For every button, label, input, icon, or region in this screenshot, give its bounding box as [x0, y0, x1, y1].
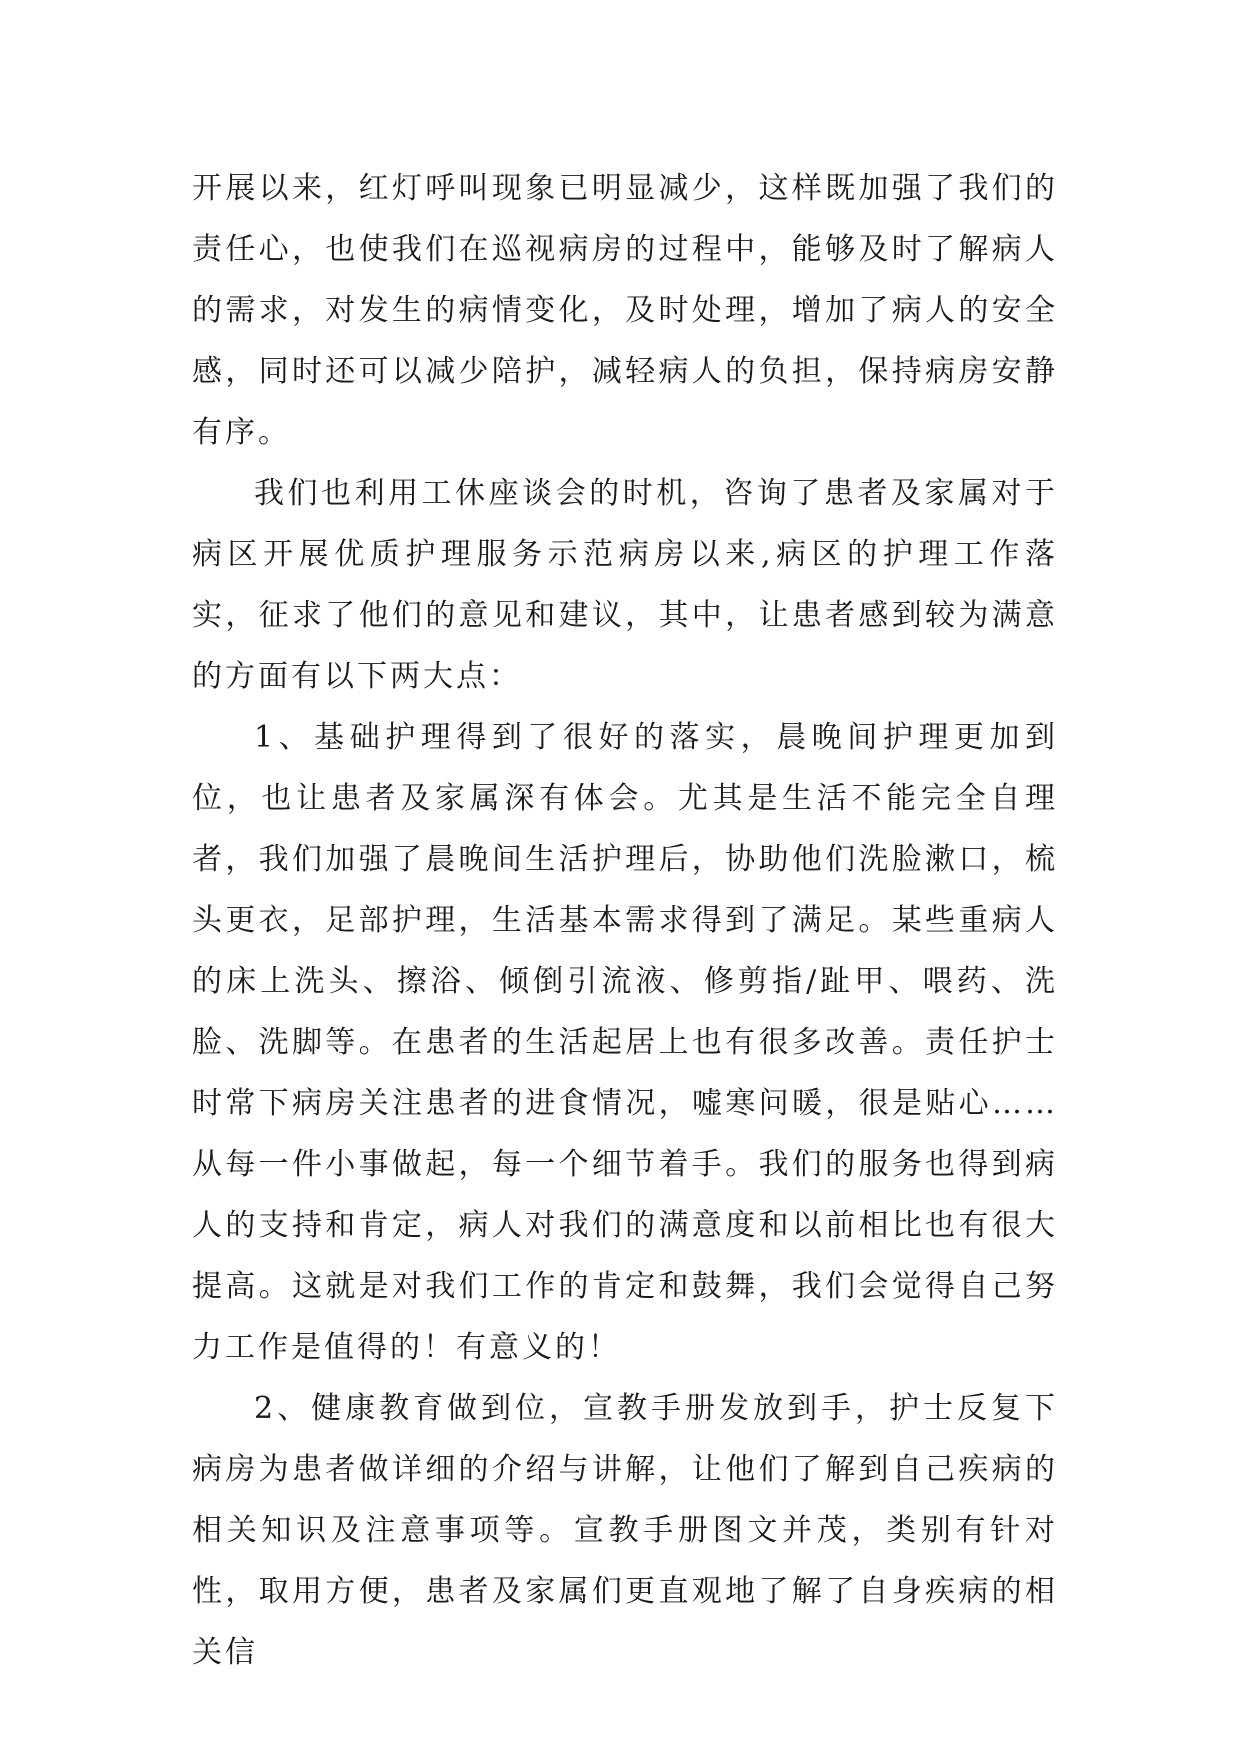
paragraph-1: 开展以来，红灯呼叫现象已明显减少，这样既加强了我们的责任心，也使我们在巡视病房的过程中，能够及时了解病人的需求，对发生的病情变化，及时处理，增加了病人的安全感，同时还可以减少陪护，减轻病人的负担，保持病房安静有序。	[192, 171, 1058, 450]
paragraph-4: 2、健康教育做到位，宣教手册发放到手，护士反复下病房为患者做详细的介绍与讲解，让他们了解到自己疾病的相关知识及注意事项等。宣教手册图文并茂，类别有针对性，取用方便，患者及家属们更直观地了解了自身疾病的相关信	[192, 1391, 1058, 1670]
document-body	[192, 158, 1058, 1683]
paragraph-2: 我们也利用工休座谈会的时机，咨询了患者及家属对于病区开展优质护理服务示范病房以来,病区的护理工作落实，征求了他们的意见和建议，其中，让患者感到较为满意的方面有以下两大点：	[192, 476, 1058, 694]
paragraph-3: 1、基础护理得到了很好的落实，晨晚间护理更加到位，也让患者及家属深有体会。尤其是生活不能完全自理者，我们加强了晨晚间生活护理后，协助他们洗脸漱口，梳头更衣，足部护理，生活基本需求得到了满足。某些重病人的床上洗头、擦浴、倾倒引流液、修剪指/趾甲、喂药、洗脸、洗脚等。在患者的生活起居上也有很多改善。责任护士时常下病房关注患者的进食情况，嘘寒问暖，很是贴心……从每一件小事做起，每一个细节着手。我们的服务也得到病人的支持和肯定，病人对我们的满意度和以前相比也有很大提高。这就是对我们工作的肯定和鼓舞，我们会觉得自己努力工作是值得的！有意义的！	[192, 720, 1058, 1365]
